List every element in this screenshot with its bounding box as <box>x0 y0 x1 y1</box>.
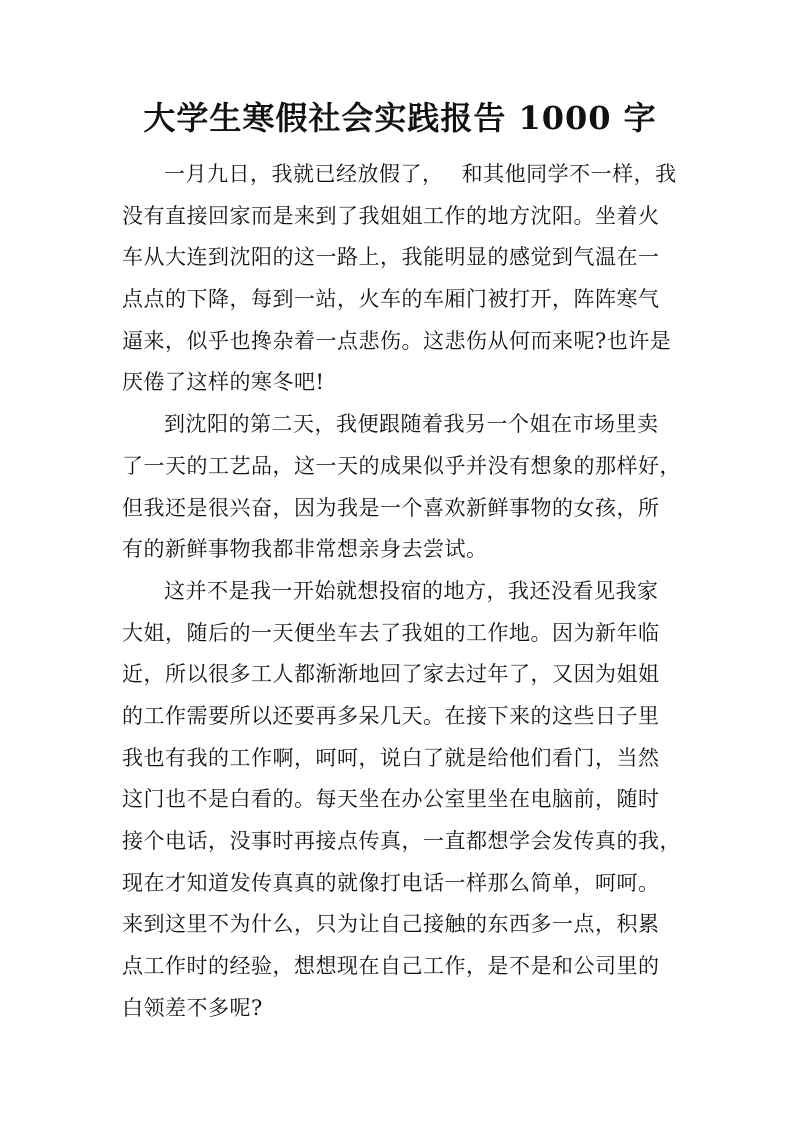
paragraph-3-line-10: 点工作时的经验，想想现在自己工作，是不是和公司里的 <box>122 954 660 979</box>
document-title: 大学生寒假社会实践报告 1000 字 <box>143 99 657 137</box>
paragraph-1-line-5: 逼来，似乎也搀杂着一点悲伤。这悲伤从何而来呢?也许是 <box>122 328 672 353</box>
paragraph-3-line-8: 现在才知道发传真真的就像打电话一样那么简单，呵呵。 <box>122 870 660 895</box>
paragraph-3-line-6: 这门也不是白看的。每天坐在办公室里坐在电脑前，随时 <box>122 787 660 812</box>
paragraph-3-line-4: 的工作需要所以还要再多呆几天。在接下来的这些日子里 <box>122 703 660 728</box>
paragraph-3-line-7: 接个电话，没事时再接点传真，一直都想学会发传真的我， <box>122 829 681 853</box>
paragraph-1-line-3: 车从大连到沈阳的这一路上，我能明显的感觉到气温在一 <box>122 245 660 270</box>
paragraph-2-line-2: 了一天的工艺品，这一天的成果似乎并没有想象的那样好， <box>122 453 681 478</box>
paragraph-1-line-2: 没有直接回家而是来到了我姐姐工作的地方沈阳。坐着火 <box>122 203 660 228</box>
paragraph-3-line-2: 大姐，随后的一天便坐车去了我姐的工作地。因为新年临 <box>122 620 660 645</box>
paragraph-1-line-4: 点点的下降，每到一站，火车的车厢门被打开，阵阵寒气 <box>122 287 660 312</box>
paragraph-2-line-4: 有的新鲜事物我都非常想亲身去尝试。 <box>122 537 488 562</box>
paragraph-2-line-3: 但我还是很兴奋，因为我是一个喜欢新鲜事物的女孩，所 <box>122 495 660 520</box>
paragraph-2-line-1: 到沈阳的第二天，我便跟随着我另一个姐在市场里卖 <box>164 412 659 437</box>
paragraph-3-line-1: 这并不是我一开始就想投宿的地方，我还没看见我家 <box>164 578 659 603</box>
paragraph-3-line-9: 来到这里不为什么，只为让自己接触的东西多一点，积累 <box>122 912 660 937</box>
document-body <box>122 154 682 1029</box>
paragraph-3-line-3: 近，所以很多工人都渐渐地回了家去过年了，又因为姐姐 <box>122 662 660 687</box>
paragraph-1-line-6: 厌倦了这样的寒冬吧! <box>122 370 325 395</box>
paragraph-3-line-11: 白领差不多呢? <box>122 995 263 1020</box>
paragraph-3-line-5: 我也有我的工作啊，呵呵，说白了就是给他们看门，当然 <box>122 745 660 770</box>
paragraph-1-line-1: 一月九日，我就已经放假了， 和其他同学不一样，我 <box>164 162 677 186</box>
